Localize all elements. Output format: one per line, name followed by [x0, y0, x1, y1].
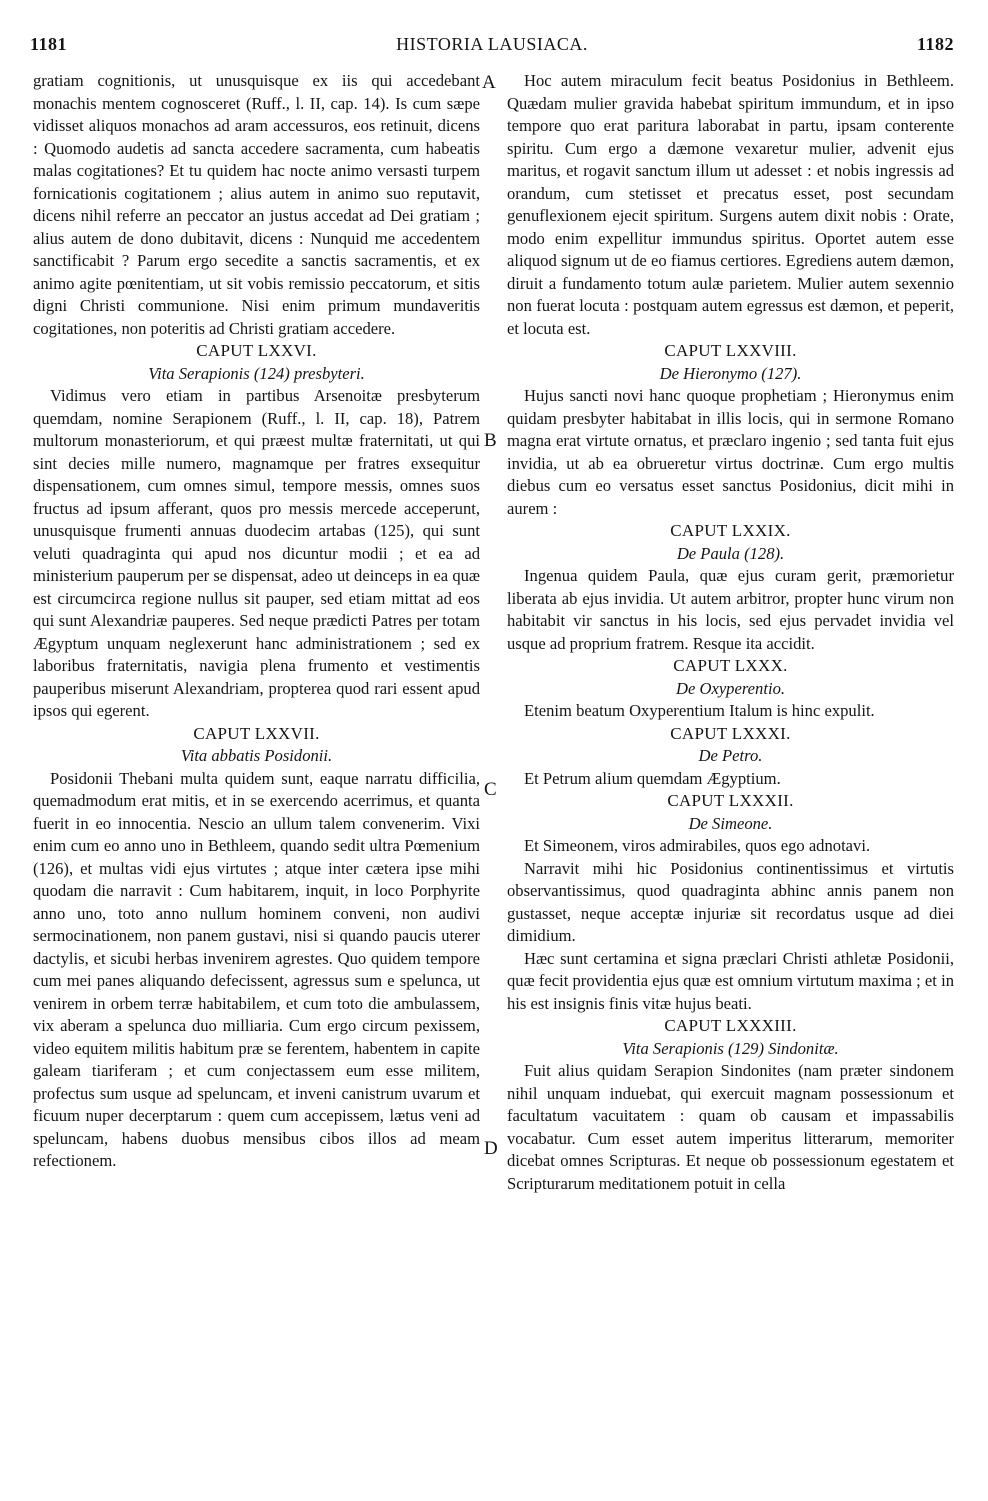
- page-number-right: 1182: [916, 34, 954, 54]
- paragraph: Hujus sancti novi hanc quoque prophetiam ; Hieronymus enim quidam presbyter habitabat in illis locis, qui in sermone Romano magna erat virtute ornatus, et præclaro ingenio ; sed tanta fuit ejus invidia, ut ab ea obrueretur virtus doctrinæ. Cum ergo multis diebus cum eo versatus esset sanctus Posidonius, dicit mihi in aurem :: [507, 386, 954, 518]
- paragraph: Et Petrum alium quemdam Ægyptium.: [524, 768, 781, 788]
- running-header: [30, 34, 954, 62]
- margin-letter-d: D: [484, 1138, 498, 1159]
- running-title: HISTORIA LAUSIACA.: [396, 34, 588, 54]
- chapter-heading: CAPUT LXXVI.: [196, 341, 317, 360]
- chapter-heading: CAPUT LXXVII.: [193, 723, 320, 743]
- chapter-subtitle: De Hieronymo (127).: [659, 363, 802, 383]
- right-column: [507, 70, 954, 1195]
- chapter-subtitle: De Simeone.: [688, 813, 773, 833]
- chapter-subtitle: De Paula (128).: [676, 543, 785, 563]
- chapter-heading: CAPUT LXXXIII.: [664, 1016, 797, 1035]
- margin-letter-c: C: [484, 779, 497, 800]
- paragraph: Narravit mihi hic Posidonius continentissimus et virtutis observantissimus, quod quadraginta abhinc annis panem non gustasset, neque acceptæ injuriæ sit recordatus usque ad diei dimidium.: [507, 858, 954, 945]
- paragraph: Ingenua quidem Paula, quæ ejus curam gerit, præmorietur liberata ab ejus invidia. Ut autem arbitror, propter hunc virum non habitabit vir sanctus in his locis, sed ejus pervadet invidia vel usque ad proprium fratrem. Resque ita accidit.: [507, 566, 954, 653]
- paragraph: Et Simeonem, viros admirabiles, quos ego adnotavi.: [524, 836, 871, 855]
- paragraph: Vidimus vero etiam in partibus Arsenoitæ presbyterum quemdam, nomine Serapionem (Ruff., l. II, cap. 18), Patrem multorum monasteriorum, et qui præest multæ fraternitati, ut qui sint decies mille numero, magnamque per fratres exsequitur dispensationem, cum omnes simul, tempore messis, omnes suos fructus ad ipsum afferant, quos pro messis mercede acceperunt, unusquisque frumenti annuas duodecim artabas (125), qui sunt veluti quadraginta qui apud nos dicuntur modii ; et ea ad ministerium pauperum per se dispensat, adeo ut deinceps in ea quæ est circumcirca regione nullus sit pauper, sed etiam mittat ad eos qui sunt Alexandriæ pauperes. Sed neque prædicti Patres per totam Ægyptum unquam neglexerunt hanc administrationem ; sed ex laboribus fraternitatis, navigia plena frumento et vestimentis pauperibus miserunt Alexandriam, propterea quod rari essent apud ipsos qui egerent.: [33, 386, 480, 720]
- paragraph: Hoc autem miraculum fecit beatus Posidonius in Bethleem. Quædam mulier gravida habebat spiritum immundum, et in ipso tempore quo erat paritura laborabat in partu, ipsam conterente spiritu. Cum ergo a dæmone vexaretur mulier, advenit ejus maritus, et rogavit sanctum illum ut adesset : et nobis ingressis ad orandum, cum stetisset et precatus esset, post secundam genuflexionem ejecit spiritum. Surgens autem dixit nobis : Orate, modo enim expellitur immundus spiritus. Oportet autem esse aliquod signum ut de eo fiamus certiores. Egrediens autem dæmon, diruit a fundamento totum aulæ parietem. Mulier autem sexennio non fuerat locuta : postquam autem egressus est dæmon, et peperit, et locuta est.: [507, 71, 954, 338]
- chapter-subtitle: Vita Serapionis (129) Sindonitæ.: [622, 1038, 839, 1058]
- margin-letter-b: B: [484, 430, 497, 451]
- paragraph: Hæc sunt certamina et signa præclari Christi athletæ Posidonii, quæ fecit providentia ejus quæ est omnium virtutum maxima ; et in his est insignis finis vitæ hujus beati.: [507, 948, 954, 1013]
- paragraph: gratiam cognitionis, ut unusquisque ex iis qui accedebant monachis mentem cognosceret (Ruff., l. II, cap. 14). Is cum sæpe vidisset aliquos monachos ad aram accessuros, eos retinuit, dicens : Quomodo audetis ad sancta accedere sacramenta, cum habeatis malas cogitationes? Et tu quidem hac nocte animo versasti turpem fornicationis cogitationem ; alius autem in animo suo reputavit, dicens nihil referre an peccator an justus accedat ad Dei gratiam ; alius autem de dono dubitavit, dicens : Nunquid me accedentem sanctificabit ? Parum ergo secedite a sanctis sacramentis, et ex animo agite pœnitentiam, ut sit vobis remissio peccatorum, et sitis digni Christi communione. Nisi enim primum mundaveritis cogitationes, non poteritis ad Christi gratiam accedere.: [33, 71, 480, 338]
- page-number-left: 1181: [30, 34, 68, 54]
- chapter-subtitle: De Oxyperentio.: [675, 678, 786, 698]
- chapter-subtitle: De Petro.: [698, 746, 763, 765]
- left-column: [33, 70, 480, 1173]
- chapter-subtitle: Vita abbatis Posidonii.: [180, 746, 333, 765]
- paragraph: Etenim beatum Oxyperentium Italum is hinc expulit.: [524, 701, 875, 720]
- paragraph: Fuit alius quidam Serapion Sindonites (nam præter sindonem nihil unquam induebat, qui exercuit magnam possessionum et facultatum vacuitatem : quam ob causam et impassabilis vocabatur. Cum esset autem imperitus litterarum, memoriter dicebat omnes Scripturas. Et neque ob possessionum egestatem et Scripturarum meditationem potuit in cella: [507, 1061, 954, 1193]
- chapter-heading: CAPUT LXXIX.: [670, 521, 791, 540]
- chapter-heading: CAPUT LXXXI.: [670, 723, 791, 743]
- chapter-heading: CAPUT LXXX.: [673, 656, 788, 675]
- margin-letter-a: A: [482, 72, 496, 93]
- paragraph: Posidonii Thebani multa quidem sunt, eaque narratu difficilia, quemadmodum erat mitis, et in se exercendo acerrimus, et quanta fuerit in eo innocentia. Nescio an ullum talem convenerim. Vixi enim cum eo anno uno in Bethleem, quando sedit ultra Pœmenium (126), et multas vidi ejus virtutes ; atque inter cætera ipse mihi quodam die narravit : Cum habitarem, inquit, in loco Porphyrite anno uno, toto anno nullum hominem conveni, non audivi sermocinationem, non panem gustavi, nisi si quando paucis uterer dactylis, et sicubi herbas invenirem agrestes. Quo quidem tempore cum mei panes aliquando defecissent, agressus sum e spelunca, ut venirem in orbem terræ habitabilem, et cum toto die ambulassem, vix aberam a spelunca duo milliaria. Cum ergo circum pexissem, video equitem militis habitum præ se ferentem, habentem in capite galeam tiariferam ; et cum conjectassem eum esse militem, profectus sum usque ad speluncam, et inveni canistrum uvarum et ficuum nuper decerptarum : quem cum accepissem, lætus veni ad speluncam, habens duobus mensibus cibos illos ad meam refectionem.: [33, 768, 480, 1170]
- chapter-heading: CAPUT LXXVIII.: [664, 341, 797, 360]
- chapter-subtitle: Vita Serapionis (124) presbyteri.: [148, 363, 365, 383]
- chapter-heading: CAPUT LXXXII.: [667, 791, 794, 810]
